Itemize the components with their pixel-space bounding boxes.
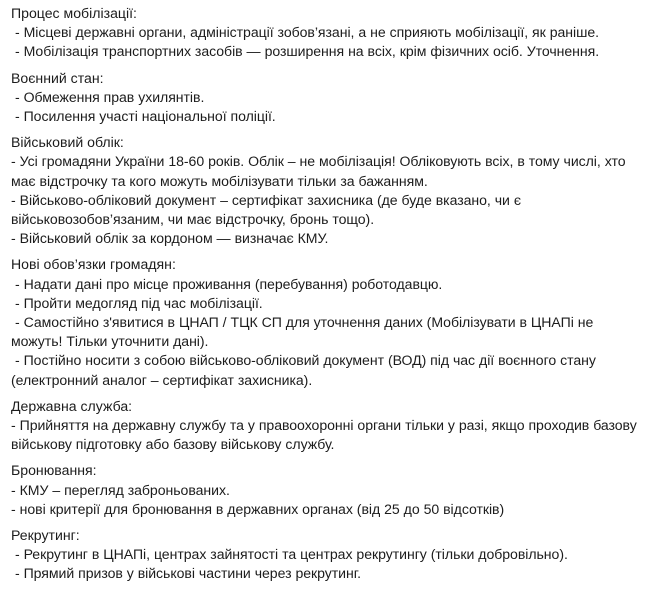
section-line: - КМУ – перегляд заброньованих. (11, 481, 230, 498)
section-line: - Рекрутинг в ЦНАПі, центрах зайнятості та центрах рекрутингу (тільки добровільно). (11, 546, 568, 563)
section-viyskovy-oblik (11, 133, 641, 248)
section-rekrutyng (11, 526, 641, 584)
section-line: - Постійно носити з собою військово-обліковий документ (ВОД) під час дії воєнного стану (електронний аналог – сертифікат захисника). (11, 352, 600, 388)
section-heading: Рекрутинг: (11, 527, 80, 544)
section-line: - Прямий призов у військові частини через рекрутинг. (11, 565, 361, 582)
section-line: - нові критерії для бронювання в державних органах (від 25 до 50 відсотків) (11, 500, 505, 517)
section-line: - Військовий облік за кордоном — визначає КМУ. (11, 230, 329, 247)
section-line: - Усі громадяни України 18-60 років. Облік – не мобілізація! Обліковують всіх, в тому числі, хто має відстрочку та кого можуть мобілізувати тільки за бажанням. (11, 153, 630, 189)
section-heading: Військовий облік: (11, 134, 124, 151)
section-voyenny-stan (11, 69, 641, 127)
section-heading: Воєнний стан: (11, 69, 104, 86)
section-line: - Обмеження прав ухилянтів. (11, 88, 205, 105)
section-line: - Посилення участі національної поліції. (11, 108, 276, 125)
section-heading: Процес мобілізації: (11, 5, 137, 21)
section-line: - Мобілізація транспортних засобів — розширення на всіх, крім фізичних осіб. Уточнення. (11, 43, 600, 60)
section-heading: Бронювання: (11, 462, 97, 479)
section-derzhavna-sluzhba (11, 397, 641, 455)
section-line: - Надати дані про місце проживання (перебування) роботодавцю. (11, 275, 443, 292)
section-line: - Військово-обліковий документ – сертифікат захисника (де буде вказано, чи є військовозобов’язаним, чи має відстрочку, бронь тощо). (11, 191, 525, 228)
section-heading: Державна служба: (11, 397, 133, 414)
section-line: - Самостійно з'явитися в ЦНАП / ТЦК СП для уточнення даних (Мобілізувати в ЦНАПі не можуть! Тільки уточнити дані). (11, 314, 598, 350)
section-bronyuvannya (11, 461, 641, 519)
section-process-mobilizatsii (11, 4, 641, 62)
section-novi-obovyazky (11, 255, 641, 389)
section-line: - Місцеві державні органи, адміністрації зобов’язані, а не сприяють мобілізації, як раніше. (11, 24, 599, 41)
section-heading: Нові обов’язки громадян: (11, 256, 176, 273)
section-line: - Прийняття на державну службу та у правоохоронні органи тільки у разі, якщо проходив базову військову підготовку або базову військову службу. (11, 417, 641, 453)
section-line: - Пройти медогляд під час мобілізації. (11, 294, 263, 311)
